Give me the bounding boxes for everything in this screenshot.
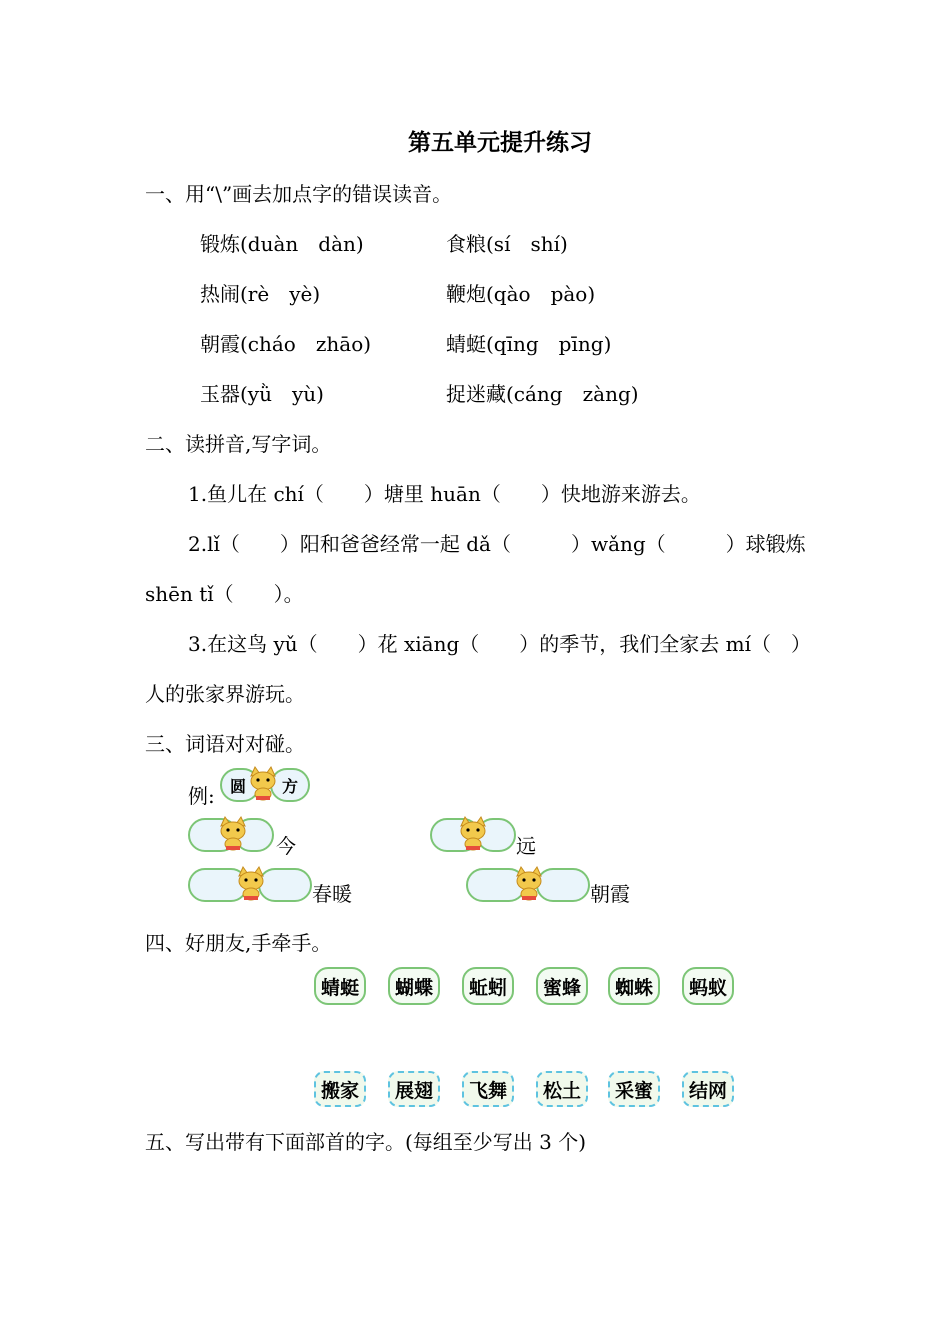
section-2-heading: 二、读拼音,写字词。 (145, 432, 332, 456)
action-word[interactable]: 结网 (682, 1071, 734, 1107)
insect-word[interactable]: 蜘蛛 (608, 967, 660, 1005)
cat-icon (246, 766, 280, 802)
fill-line: 人的张家界游玩。 (145, 682, 305, 706)
pair-word: 朝霞 (590, 882, 630, 906)
fill-line: 2.lǐ（ ）阳和爸爸经常一起 dǎ（ ）wǎng（ ）球锻炼 (188, 532, 806, 556)
pinyin-item: 锻炼(duàn dàn) (200, 232, 364, 256)
insect-word[interactable]: 蜻蜓 (314, 967, 366, 1005)
action-word[interactable]: 搬家 (314, 1071, 366, 1107)
action-word[interactable]: 展翅 (388, 1071, 440, 1107)
action-word[interactable]: 松土 (536, 1071, 588, 1107)
section-3-heading: 三、词语对对碰。 (145, 732, 305, 756)
pinyin-item: 热闹(rè yè) (200, 282, 321, 306)
fill-line: 3.在这鸟 yǔ（ ）花 xiāng（ ）的季节，我们全家去 mí（ ） (188, 632, 811, 656)
pinyin-item: 食粮(sí shí) (446, 232, 568, 256)
insect-word[interactable]: 蝴蝶 (388, 967, 440, 1005)
insect-word[interactable]: 蜜蜂 (536, 967, 588, 1005)
insect-word[interactable]: 蚯蚓 (462, 967, 514, 1005)
page-title: 第五单元提升练习 (408, 129, 592, 156)
fill-line: shēn tǐ（ ）。 (145, 582, 304, 606)
cat-icon (216, 816, 250, 852)
pinyin-item: 捉迷藏(cáng zàng) (446, 382, 639, 406)
pinyin-item: 鞭炮(qào pào) (446, 282, 596, 306)
pair-word: 春暖 (312, 882, 352, 906)
fill-line: 1.鱼儿在 chí（ ）塘里 huān（ ）快地游来游去。 (188, 482, 701, 506)
section-1-heading: 一、用“\”画去加点字的错误读音。 (145, 182, 453, 206)
action-word[interactable]: 采蜜 (608, 1071, 660, 1107)
action-word[interactable]: 飞舞 (462, 1071, 514, 1107)
cat-icon (512, 866, 546, 902)
pair-word: 远 (516, 834, 536, 858)
example-left-text: 圆 (230, 777, 247, 796)
insect-word[interactable]: 蚂蚁 (682, 967, 734, 1005)
example-label: 例: (188, 784, 215, 808)
cat-icon (456, 816, 490, 852)
pair-word: 今 (276, 834, 296, 858)
section-5-heading: 五、写出带有下面部首的字。(每组至少写出 3 个) (145, 1130, 587, 1154)
pinyin-item: 玉器(yǜ yù) (200, 382, 324, 406)
pinyin-item: 蜻蜓(qīng pīng) (446, 332, 612, 356)
cat-icon (234, 866, 268, 902)
example-right-text: 方 (282, 777, 299, 796)
section-4-heading: 四、好朋友,手牵手。 (145, 931, 332, 955)
pinyin-item: 朝霞(cháo zhāo) (200, 332, 372, 356)
